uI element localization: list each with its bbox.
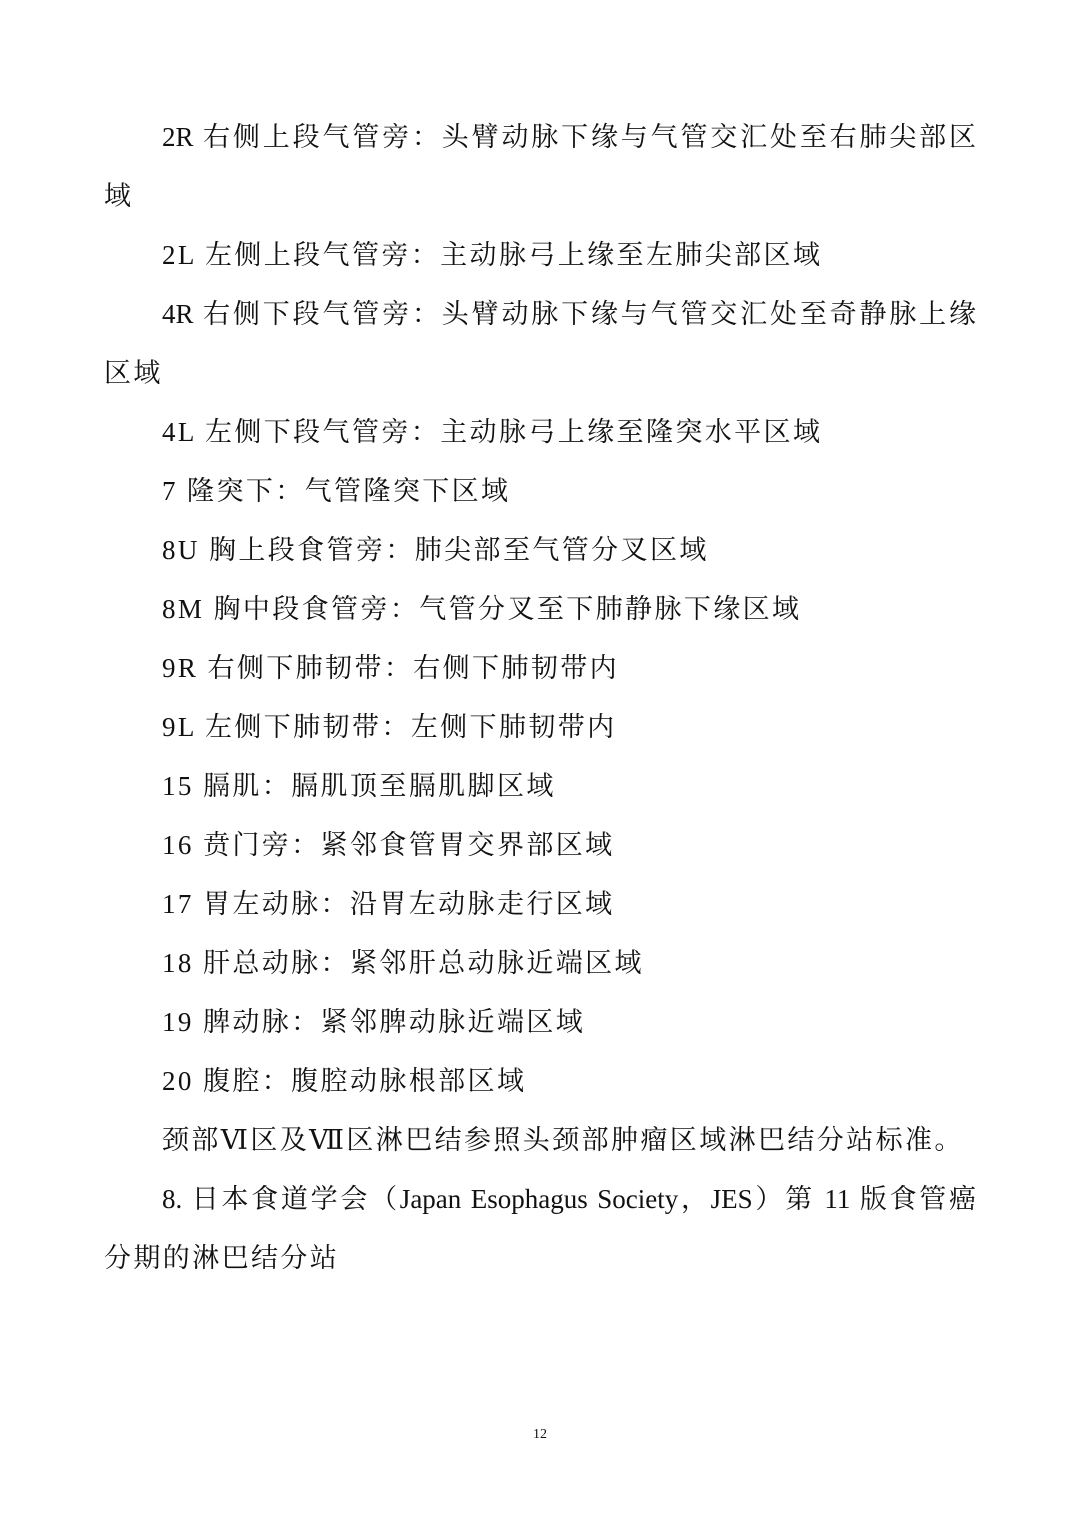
paragraph xyxy=(104,403,976,462)
paragraph xyxy=(104,462,976,521)
paragraph xyxy=(104,875,976,934)
text-line: 2L 左侧上段气管旁：主动脉弓上缘至左肺尖部区域 xyxy=(162,240,823,270)
paragraph xyxy=(104,108,976,226)
paragraph xyxy=(104,698,976,757)
text-line: 18 肝总动脉：紧邻肝总动脉近端区域 xyxy=(162,948,644,978)
paragraph xyxy=(104,1052,976,1111)
text-line: 9L 左侧下肺韧带：左侧下肺韧带内 xyxy=(162,712,617,742)
text-line: 区域 xyxy=(104,358,163,388)
text-line: 4L 左侧下段气管旁：主动脉弓上缘至隆突水平区域 xyxy=(162,417,823,447)
paragraph xyxy=(104,993,976,1052)
text-line: 8M 胸中段食管旁：气管分叉至下肺静脉下缘区域 xyxy=(162,594,802,624)
text-line: 颈部Ⅵ区及Ⅶ区淋巴结参照头颈部肿瘤区域淋巴结分站标准。 xyxy=(162,1125,964,1155)
page-number: 12 xyxy=(533,1427,547,1442)
paragraph xyxy=(104,521,976,580)
paragraph xyxy=(104,226,976,285)
paragraph xyxy=(104,1170,976,1288)
paragraph xyxy=(104,639,976,698)
text-line: 域 xyxy=(104,181,134,211)
paragraph xyxy=(104,934,976,993)
text-line: 2R 右侧上段气管旁：头臂动脉下缘与气管交汇处至右肺尖部区 xyxy=(162,122,976,152)
text-line: 16 贲门旁：紧邻食管胃交界部区域 xyxy=(162,830,615,860)
text-line: 9R 右侧下肺韧带：右侧下肺韧带内 xyxy=(162,653,620,683)
text-line: 17 胃左动脉：沿胃左动脉走行区域 xyxy=(162,889,615,919)
text-line: 19 脾动脉：紧邻脾动脉近端区域 xyxy=(162,1007,586,1037)
text-line: 15 膈肌：膈肌顶至膈肌脚区域 xyxy=(162,771,556,801)
text-line: 8. 日本食道学会（Japan Esophagus Society，JES）第 11 版食管癌 xyxy=(162,1184,976,1214)
text-line: 7 隆突下：气管隆突下区域 xyxy=(162,476,511,506)
text-line: 20 腹腔：腹腔动脉根部区域 xyxy=(162,1066,527,1096)
paragraph xyxy=(104,285,976,403)
text-line: 4R 右侧下段气管旁：头臂动脉下缘与气管交汇处至奇静脉上缘 xyxy=(162,299,976,329)
paragraph xyxy=(104,816,976,875)
text-line: 8U 胸上段食管旁：肺尖部至气管分叉区域 xyxy=(162,535,709,565)
text-line: 分期的淋巴结分站 xyxy=(104,1243,340,1273)
paragraph xyxy=(104,1111,976,1170)
paragraph xyxy=(104,580,976,639)
document-body xyxy=(104,108,976,1288)
paragraph xyxy=(104,757,976,816)
